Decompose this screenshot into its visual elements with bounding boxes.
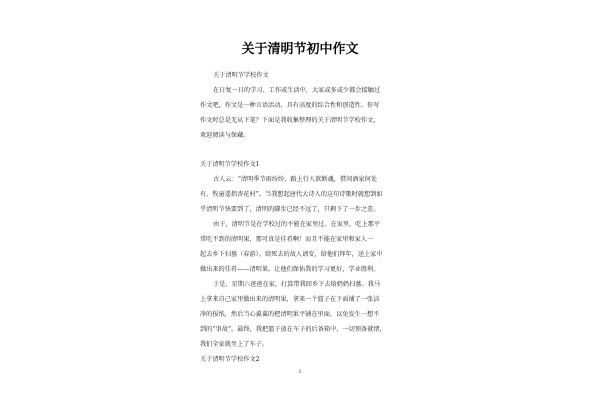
paragraph-line: 上拿来自己家里做出来的清明果，拿来一个篮子在下面铺了一张洁 [200, 296, 380, 303]
document-body [200, 68, 412, 367]
paragraph-line: 常吃不到的清明果，那可真是佳肴啊！而且不能在家里和家人一 [200, 236, 374, 243]
paragraph-line: 作文吧，作文是一种言语活动，具有高度的综合性和创造性。你写 [200, 102, 380, 109]
paragraph-line: 乎清明节快要到了，清明的脚步已经不远了，只剩下了一步之差。 [200, 206, 380, 213]
essay1-heading: 关于清明节学校作文1 [200, 161, 260, 168]
paragraph-line: 我们全家就坐上了车子。 [200, 341, 269, 348]
paragraph-line: 净的报纸，然后当心翼翼的把清明果平铺在里面，以免发生一想不 [200, 311, 380, 318]
paragraph-line: 做出来的佳肴——清明果。让他们保佑我的学习更好，学业胜利。 [200, 266, 380, 273]
paragraph-line: 到的“事故”。最终，我把篮子放在车子的后备箱中，一切预备就绪， [200, 326, 386, 333]
page-number: 1 [298, 369, 302, 375]
essay2-heading: 关于清明节学校作文2 [200, 356, 260, 363]
paragraph-line: 起去乡下扫墓（春游）。给死去的故人请安，给他们拜年，送上家中 [200, 251, 383, 258]
paragraph-line: 欢迎阅读与保藏。 [200, 132, 250, 139]
intro-heading: 关于清明节学校作文 [213, 72, 269, 79]
paragraph-line: 作文时总是无从下笔？下面是我收集整理的关于清明节学校作文， [200, 117, 380, 124]
document-title: 关于清明节初中作文 [241, 42, 359, 57]
paragraph-line: 有，牧童遥指杏花村”。当我想起唐代大诗人的这句诗歌时就想到如 [200, 191, 383, 198]
paragraph-line: 在日复一日的学习、工作或生活中，大家或多或少都会接触过 [213, 87, 381, 94]
paragraph-line: 古人云：“清明季节雨纷纷，路上行人欲断魂，借问酒家何处 [213, 176, 378, 183]
paragraph-line: 于是，星期六爸爸在家，打算带我回乡下去给奶奶扫墓。我马 [213, 281, 381, 288]
paragraph-line: 由于，清明节是在学校过的不能在家里过。在家里，吃上那平 [213, 221, 381, 228]
